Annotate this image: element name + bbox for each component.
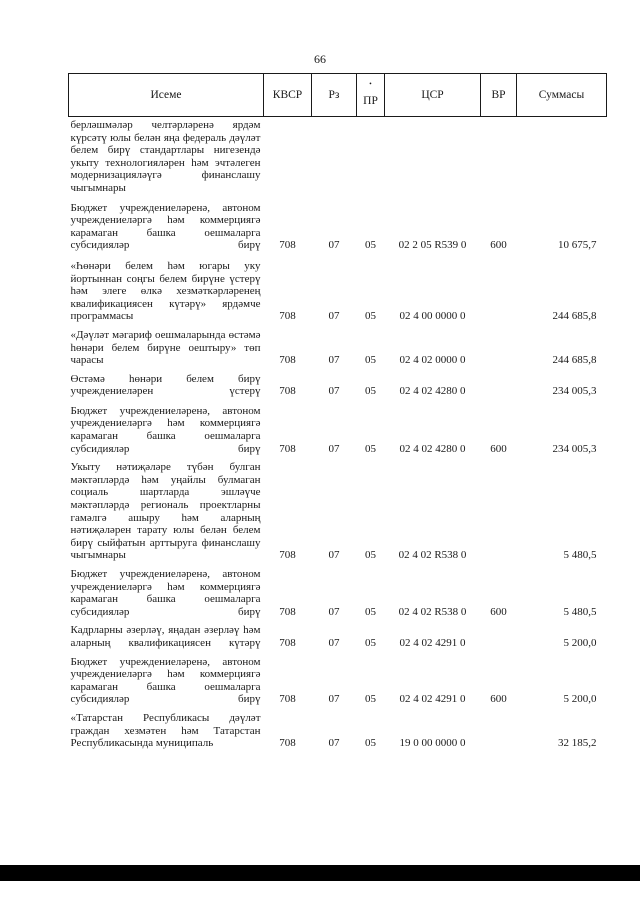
cell-csr: 19 0 00 0000 0 [399, 737, 466, 750]
cell-csr: 02 4 02 4280 0 [399, 385, 466, 398]
cell-rz: 07 [328, 310, 340, 323]
header-pr-label: ПР [363, 95, 378, 107]
cell-name: берлəшмəлəр челтəрлəренə ярдəм күрсəтү юлы белəн яңа федераль дəүлəт белем бирү стандартлары нигезендə укыту технологиялəрен һəм эчтəлеген модернизациялəүгə финанслашу чыгымнары [70, 119, 261, 194]
cell-name: Бюджет учреждениелəренə, автоном учреждениелəргə һəм коммерциягə карамаган башка оешмаларга субсидиялəр бирү [70, 404, 261, 455]
cell-vr: 600 [490, 605, 507, 618]
scan-bottom-edge [0, 865, 640, 881]
table-row [69, 457, 607, 564]
cell-name: Бюджет учреждениелəренə, автоном учреждениелəргə һəм коммерциягə карамаган башка оешмаларга субсидиялəр бирү [70, 568, 261, 618]
cell-vr: 600 [490, 442, 507, 455]
cell-csr: 02 4 02 4291 0 [399, 693, 466, 706]
header-csr: ЦСР [385, 74, 481, 117]
cell-pr: 05 [365, 442, 376, 455]
table-row [69, 400, 607, 457]
cell-vr: 600 [490, 239, 507, 252]
cell-vr [481, 369, 517, 400]
cell-sum: 234 005,3 [552, 385, 597, 398]
cell-kvsr: 708 [279, 354, 296, 367]
cell-vr: 600 [490, 693, 507, 706]
cell-pr: 05 [365, 605, 376, 618]
cell-vr [481, 117, 517, 197]
cell-csr: 02 4 02 R538 0 [398, 605, 467, 618]
header-name: Исеме [69, 74, 264, 117]
cell-pr: 05 [365, 693, 376, 706]
header-sum: Суммасы [517, 74, 607, 117]
table-header-row [69, 74, 607, 117]
cell-sum [517, 117, 607, 197]
cell-kvsr: 708 [279, 636, 296, 649]
table-row [69, 254, 607, 325]
cell-rz: 07 [328, 549, 340, 562]
cell-name: Кадрларны əзерлəү, яңадан əзерлəү һəм аларның квалификациясен күтəрү [70, 624, 261, 649]
cell-name: Бюджет учреждениелəренə, автоном учреждениелəргə һəм коммерциягə карамаган башка оешмаларга субсидиялəр бирү [70, 655, 261, 706]
header-rz: Рз [312, 74, 357, 117]
cell-csr: 02 2 05 R539 0 [398, 239, 467, 252]
cell-pr: 05 [365, 239, 376, 252]
cell-sum: 244 685,8 [552, 310, 597, 323]
cell-kvsr: 708 [279, 549, 296, 562]
cell-vr [481, 325, 517, 369]
cell-csr: 02 4 02 4291 0 [399, 636, 466, 649]
table-row [69, 197, 607, 254]
cell-csr: 02 4 02 R538 0 [398, 549, 467, 562]
cell-sum: 10 675,7 [558, 239, 597, 252]
table-row [69, 708, 607, 752]
cell-kvsr [264, 117, 312, 197]
cell-rz: 07 [328, 239, 340, 252]
cell-rz: 07 [328, 442, 340, 455]
header-kvsr: КВСР [264, 74, 312, 117]
cell-vr [481, 708, 517, 752]
cell-kvsr: 708 [279, 442, 296, 455]
cell-csr: 02 4 02 0000 0 [399, 354, 466, 367]
cell-pr: 05 [365, 385, 376, 398]
cell-kvsr: 708 [279, 310, 296, 323]
budget-table [68, 73, 607, 752]
table-row [69, 117, 607, 197]
table-row [69, 369, 607, 400]
cell-rz [312, 117, 357, 197]
cell-sum: 244 685,8 [552, 354, 597, 367]
table-body [69, 117, 607, 752]
cell-sum: 234 005,3 [552, 442, 597, 455]
cell-vr [481, 457, 517, 564]
budget-table-container [68, 73, 606, 752]
cell-rz: 07 [328, 693, 340, 706]
cell-rz: 07 [328, 605, 340, 618]
cell-kvsr: 708 [279, 605, 296, 618]
cell-csr [385, 117, 481, 197]
cell-csr: 02 4 02 4280 0 [399, 442, 466, 455]
cell-kvsr: 708 [279, 385, 296, 398]
table-row [69, 325, 607, 369]
cell-name: «Татарстан Республикасы дəүлəт граждан хезмəтен һəм Татарстан Республикасында муниципаль [70, 711, 261, 750]
cell-vr [481, 254, 517, 325]
header-pr [357, 74, 385, 117]
cell-kvsr: 708 [279, 239, 296, 252]
cell-name: Бюджет учреждениелəренə, автоном учреждениелəргə һəм коммерциягə карамаган башка оешмаларга субсидиялəр бирү [70, 201, 261, 252]
cell-pr: 05 [365, 737, 376, 750]
cell-name: «Дəүлəт мəгариф оешмаларында өстəмə һөнəри белем бирүне оештыру» төп чарасы [70, 328, 261, 367]
cell-name: Укыту нəтиҗəлəре түбəн булган мəктəплəрдə һəм уңайлы булмаган социаль шартларда эшлəүче мəктəплəрдə региональ проектларны гамəлгə ашыру һəм аларның нəтиҗəлəрен тарату юлы белəн белем бирү сыйфатын арттыруга финанслашу чыгымнары [70, 461, 261, 562]
cell-csr: 02 4 00 0000 0 [399, 310, 466, 323]
cell-rz: 07 [328, 354, 340, 367]
table-row [69, 652, 607, 708]
cell-pr: 05 [365, 310, 376, 323]
table-row [69, 564, 607, 620]
cell-rz: 07 [328, 636, 340, 649]
header-vr: ВР [481, 74, 517, 117]
cell-sum: 5 200,0 [563, 693, 597, 706]
table-row [69, 620, 607, 651]
cell-pr: 05 [365, 636, 376, 649]
cell-pr [357, 117, 385, 197]
cell-rz: 07 [328, 737, 340, 750]
cell-sum: 5 200,0 [563, 636, 597, 649]
cell-kvsr: 708 [279, 693, 296, 706]
cell-kvsr: 708 [279, 737, 296, 750]
cell-pr: 05 [365, 549, 376, 562]
cell-sum: 32 185,2 [558, 737, 597, 750]
cell-name: Өстəмə һөнəри белем бирү учреждениелəрен үстерү [70, 372, 261, 398]
cell-pr: 05 [365, 354, 376, 367]
cell-vr [481, 620, 517, 651]
cell-sum: 5 480,5 [563, 605, 597, 618]
cell-name: «Һөнəри белем һəм югары уку йортыннан соңгы белем бирүне үстерү һəм элеге өлкə хезмəткəрлəренең квалификациясен күтəрү» ярдəмче программасы [70, 259, 261, 323]
page-number: 66 [314, 52, 326, 66]
cell-sum: 5 480,5 [563, 549, 597, 562]
cell-rz: 07 [328, 385, 340, 398]
header-pr-marker: • [369, 80, 372, 88]
